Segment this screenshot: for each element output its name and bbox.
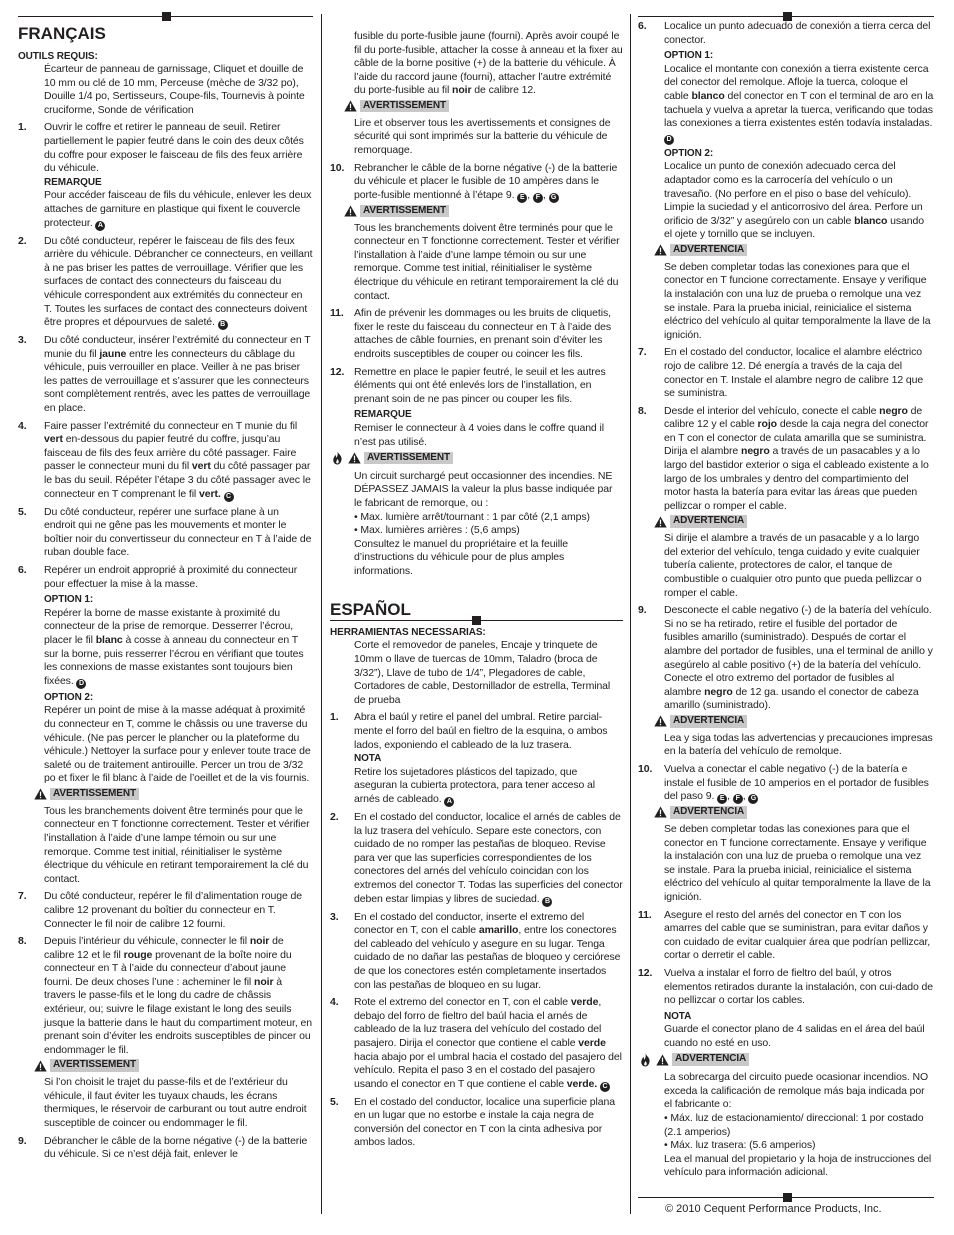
column-1	[18, 14, 313, 1162]
figure-badge-d: D	[664, 135, 674, 145]
step-2: 2. Du côté conducteur, repérer le faisceau de fils des feux arrière du véhicule. Débrancher ce connecteurs, en veillant à ne pas briser les pattes de verrouillage. Vérifier que les surfaces de contact des connecteurs du faisceau du véhicule correspondent aux extrémités du connecteur en T. Toutes les surfaces de contact des connecteurs doivent être propres et dépourvues de saleté. B	[18, 234, 313, 329]
warning-block: AVERTISSEMENT Tous les branchements doivent être terminés pour que le connecteur en T fonctionne correctement. Tester et vérifier l’installation à l’aide d’une lampe témoin ou sur une remorque. Comme test initial, réinitialiser le système électrique du véhicule en retirant temporairement la clé du contact.	[18, 788, 313, 886]
warning-label: AVERTISSEMENT	[364, 452, 453, 465]
warning-label: ADVERTENCIA	[670, 515, 747, 528]
warning-block: ADVERTENCIA Se deben completar todas las conexiones para que el conector en T funcione correctamente. Ensaye y verifique la instalación con una luz de prueba o remolque una vez se instale. Para la prueba inicial, reinicialice el sistema eléctrico del vehículo al quitar temporalmente la llave de la ignición.	[638, 806, 934, 904]
step-8: 8. Depuis l’intérieur du véhicule, connecter le fil noir de calibre 12 et le fil rouge provenant de la boîte noire du connecteur en T à l’aide du connecteur d’about jaune fourni. De deux choses l’une : acheminer le fil noir à travers le passe-fils et le long du cadre de châssis extérieur, ou; suivre le filage existant le long des seuils jusque la batterie dans le haut du compartiment moteur, en prenant soin d’éviter les endroits susceptibles de pincer ou endommager le fil.	[18, 935, 312, 1056]
note-heading: NOTA	[354, 753, 382, 765]
figure-badge-a: A	[444, 797, 454, 807]
step-7: 7. Du côté conducteur, repérer le fil d’alimentation rouge de calibre 12 provenant du boîtier du connecteur en T. Connecter le fil noir de calibre 12 fourni.	[18, 890, 303, 930]
step-11: 11. Afin de prévenir les dommages ou les bruits de cliquetis, fixer le reste du faisceau du connecteur en T à l’aide des attaches de câble fournies, en prenant soin d’éviter les endroits susceptibles de couper ou coincer les fils.	[330, 307, 612, 360]
paso-3: 3. En el costado del conductor, inserte el extremo del conector en T, con el cable amarillo, entre los conectores del cableado del vehículo y asegure en su lugar. Tenga cuidado de no dañar las pestañas de bloqueo y cerciórese de que los conectores estén completamente insertados con las pestañas de bloqueo en su lugar.	[330, 910, 621, 991]
paso-7: 7. En el costado del conductor, localice el alambre eléctrico rojo de calibre 12. Dé energía a través de la caja del conector en T. Instale el alambre negro de calibre 12 que se suministra.	[638, 346, 924, 400]
warning-label: AVERTISSEMENT	[50, 1059, 139, 1072]
paso-12: 12. Vuelva a instalar el forro de fieltro del baúl, y otros elementos retirados durante la instalación, con cui-dado de no pellizcar o cortar los cables. NOTA Guarde el conector plano de 4 salidas en el área del baúl cuando no esté en uso.	[638, 967, 934, 1049]
figure-badge-a: A	[95, 221, 105, 231]
option-2-heading: OPTION 2:	[664, 147, 714, 159]
figure-badge-f: F	[733, 794, 743, 804]
paso-1: 1. Abra el baúl y retire el panel del umbral. Retire parcial-mente el forro del baúl en fieltro de la esquina, o ambos lados, exponiendo el cableado de la luz trasera. NOTA Retire los sujetadores plásticos del tapizado, que aseguran la cubierta protectora, para tener acceso al arnés de cableado. A	[330, 711, 623, 807]
column-3	[638, 14, 934, 1180]
paso-8: 8. Desde el interior del vehículo, conecte el cable negro de calibre 12 y el cable rojo desde la caja negra del conector en T con el conector de culata amarilla que se suministra. Dirija el alambre negro a través de un pasacables y a lo largo del bastidor exterior o siga el cableado existente a lo largo de los umbrales y dentro del compartimiento del motor hasta la batería para evitar las áreas que pueden pellizcar o romper el cable.	[638, 404, 929, 512]
step-4: 4. Faire passer l’extrémité du connecteur en T munie du fil vert en-dessous du papier feutré du coffre, jusqu’au faisceau de fils des feux arrière du côté passager. Faire passer le connecteur muni du fil vert du côté passager par le bas du seuil. Répéter l’étape 3 du côté passager avec le connecteur en T comprenant le fil vert. C	[18, 419, 311, 500]
warning-triangle-icon	[656, 1054, 669, 1066]
warning-triangle-icon	[344, 100, 357, 112]
figure-badge-c: C	[600, 1082, 610, 1092]
tools-heading: HERRAMIENTAS NECESSARIAS:	[330, 627, 486, 639]
step-10: 10. Rebrancher le câble de la borne négative (-) de la batterie du véhicule et placer le fusible de 10 ampères dans le porte-fusible mentionné à l’étape 9. E , F , G	[330, 161, 618, 201]
fire-icon	[638, 1053, 653, 1067]
column-divider-1	[321, 14, 322, 1214]
section-title-fr: FRANÇAIS	[18, 24, 106, 43]
warning-label: AVERTISSEMENT	[360, 205, 449, 218]
paso-2: 2. En el costado del conductor, localice el arnés de cables de la luz trasera del vehículo. Separe este conectors, con cuidado de no romper las pestañas de bloqueo. Revise para ver que las superficies correspondientes de los conectores del arnés del vehículo coincidan con los extremos del conector T. Todas las superficies del conector deben estar limpias y libres de suciedad. B	[330, 811, 623, 905]
step-9-continued: fusible du porte-fusible jaune (fourni). Après avoir coupé le fil du porte-fusible, attacher la cosse à anneau et la fixer au câble de la borne positive (+) de la batterie du véhicule. À l’aide du raccord jaune (fourni), attacher l’autre extrémité du porte-fusible au fil noir de calibre 12.	[354, 30, 623, 97]
option-1-heading: OPTION 1:	[44, 594, 94, 606]
warning-triangle-icon	[654, 806, 667, 818]
column-divider-2	[630, 14, 631, 1214]
paso-10: 10. Vuelva a conectar el cable negativo (-) de la batería e instale el fusible de 10 amperios en el portador de fusibles del paso 9. E , F , G	[638, 763, 929, 803]
step-5: 5. Du côté conducteur, repérer une surface plane à un endroit qui ne gêne pas les mouvements et monter le boîtier noir du convertisseur du connecteur en T à l’aide de ruban double face.	[18, 505, 312, 559]
step-3: 3. Du côté conducteur, insérer l’extrémité du connecteur en T munie du fil jaune entre les connecteurs du câblage du véhicule, puis verrouiller en place. Veiller à ne pas briser les pattes de verrouillage et s’assurer que les connecteurs sont complètement rentrés, avec les pattes de verrouillage en place.	[18, 334, 311, 415]
warning-triangle-icon	[34, 1060, 47, 1072]
note-heading: REMARQUE	[44, 176, 102, 188]
warning-block: ADVERTENCIA Se deben completar todas las conexiones para que el conector en T funcione correctamente. Ensaye y verifique la instalación con una luz de prueba o remolque una vez se instale. Para la prueba inicial, reinicialice el sistema eléctrico del vehículo al quitar temporalmente la llave de la ignición.	[638, 244, 934, 342]
section-title-es: ESPAÑOL	[330, 600, 411, 620]
fire-warning-block: ADVERTENCIA La sobrecarga del circuito puede ocasionar incendios. NO exceda la calificación de remolque más baja indicada por el fabricante o: • Máx. luz de estacionamiento/ direccional: 1 por costado (2.1 amperios) • Máx. luz trasera: (5.6 amperios) Lea el manual del propietario y la hoja de instrucciones del vehículo para información adicional.	[638, 1053, 934, 1180]
note-heading: NOTA	[664, 1010, 692, 1022]
warning-triangle-icon	[348, 452, 361, 464]
warning-triangle-icon	[654, 516, 667, 528]
tools-list: Écarteur de panneau de garnissage, Cliquet et douille de 10 mm ou clé de 10 mm, Perceuse (mèche de 3/32 po), Douille 1/4 po, Sertisseurs, Coupe-fils, Tournevis à pointe cruciforme, Sonde de vérification	[44, 63, 305, 116]
warning-triangle-icon	[34, 788, 47, 800]
warning-block: AVERTISSEMENT Si l’on choisit le trajet du passe-fils et de l’extérieur du véhicule, il faut éviter les tuyaux chauds, les écrans thermiques, le réservoir de carburant ou tout autre endroit susceptible de coincer ou endommager le fil.	[18, 1059, 313, 1130]
figure-badge-b: B	[218, 320, 228, 330]
warning-label: ADVERTENCIA	[672, 1053, 749, 1066]
fire-warning-block: AVERTISSEMENT Un circuit surchargé peut occasionner des incendies. NE DÉPASSEZ JAMAIS la valeur la plus basse indiquée par le fabricant de remorque, ou : • Max. lumière arrêt/tournant : 1 par côté (2,1 amps) • Max. lumières arrières : (5,6 amps) Consultez le manuel du propriétaire et la feuille d’instructions du véhicule pour de plus amples informations.	[330, 451, 623, 578]
figure-badge-b: B	[542, 897, 552, 907]
figure-badge-c: C	[224, 492, 234, 502]
warning-block: ADVERTENCIA Lea y siga todas las advertencias y precauciones impresas en la batería del vehículo de remolque.	[638, 715, 934, 759]
warning-label: AVERTISSEMENT	[360, 100, 449, 113]
figure-badge-d: D	[76, 679, 86, 689]
bottom-rule	[638, 1197, 934, 1198]
paso-11: 11. Asegure el resto del arnés del conector en T con los amarres del cable que se suministran, para evitar daños y con cuidado de evitar cualquier área que podrían pellizcar, cortar o derretir el cable.	[638, 908, 931, 962]
warning-label: ADVERTENCIA	[670, 715, 747, 728]
paso-6: 6. Localice un punto adecuado de conexión a tierra cerca del conector. OPTION 1: Localice el montante con conexión a tierra existente cerca del conector del remolque. Afloje la tuerca, coloque el cable blanco del conector en T con el terminal de aro en la tachuela y vuelva a apretar la tuerca, verificando que todas las conexiones a tierra existentes estén todavía instaladas. D OPTION 2: Localice un punto de conexión adecuado cerca del adaptador como es la carrocería del vehículo o un travesaño. (No perfore en el piso o base del vehículo). Limpie la suciedad y el anticorrosivo del área. Perfore un orificio de 3/32” y asegúrelo con un cable blanco usando el ojete y tornillo que se incluyen.	[638, 20, 934, 241]
warning-block: AVERTISSEMENT Tous les branchements doivent être terminés pour que le connecteur en T fonctionne correctement. Tester et vérifier l’installation à l’aide d’une lampe témoin ou sur une remorque. Comme test initial, réinitialiser le système électrique du véhicule en retirant temporairement la clé du contact.	[330, 205, 623, 303]
figure-badge-e: E	[517, 193, 527, 203]
step-12: 12. Remettre en place le papier feutré, le seuil et les autres éléments qui ont été enlevés lors de l’installation, en prenant soin de ne pas pincer ou couper les fils. REMARQUE Remiser le connecteur à 4 voies dans le coffre quand il n’est pas utilisé.	[330, 366, 623, 450]
figure-badge-e: E	[717, 794, 727, 804]
note-heading: REMARQUE	[354, 409, 412, 421]
warning-triangle-icon	[654, 244, 667, 256]
step-6: 6. Repérer un endroit approprié à proximité du connecteur pour effectuer la mise à la masse. OPTION 1: Repérer la borne de masse existante à proximité du connecteur de la prise de remorque. Desserrer l’écrou, placer le fil blanc à cosse à anneau du connecteur en T sur la borne, puis resserrer l’écrou en vérifiant que toutes les connexions de masse existantes sont toujours bien fixées. D OPTION 2: Repérer un point de mise à la masse adéquat à proximité du connecteur en T, comme le châssis ou une traverse du véhicule. (Ne pas percer le plancher ou la plateforme du véhicule.) Nettoyer la surface pour y enlever toute trace de saleté ou de traitement antirouille. Percer un trou de 3/32 po et fixer le fil blanc à l’aide de l’oeillet et de la vis fournis.	[18, 564, 313, 786]
paso-4: 4. Rote el extremo del conector en T, con el cable verde, debajo del forro de fieltro del baúl hacia el arnés de cableado de la luz trasera del vehículo del costado del pasajero. Dirija el conector que contiene el cable verde hacia abajo por el umbral hacia el costado del pasajero del vehículo. Repita el paso 3 en el costado del pasajero usando el conector en T que contiene el cable verde. C	[330, 996, 622, 1090]
figure-badge-g: G	[549, 193, 559, 203]
option-2-heading: OPTION 2:	[44, 691, 94, 703]
fire-icon	[330, 451, 345, 465]
step-9: 9. Débrancher le câble de la borne négative (-) de la batterie du véhicule. Si ce n’est déjà fait, enlever le	[18, 1134, 308, 1161]
column-2	[330, 14, 623, 1150]
paso-5: 5. En el costado del conductor, localice una superficie plana en un lugar que no estorbe e instale la caja negra de conversión del conector en T con la cinta adhesiva por ambos lados.	[330, 1095, 615, 1149]
tools-list: Corte el removedor de paneles, Encaje y trinquete de 10mm o llave de tuercas de 10mm, Taladro (broca de 3/32”), Llave de tubo de 1/4”, Plegadores de cable, Cortadores de cable, Destornillador de estrella, Terminal de prueba	[354, 639, 611, 706]
figure-badge-f: F	[533, 193, 543, 203]
warning-block: AVERTISSEMENT Lire et observer tous les avertissements et consignes de sécurité qui sont imprimés sur la batterie du véhicule de remorquage.	[330, 100, 623, 158]
copyright-notice: © 2010 Cequent Performance Products, Inc.	[665, 1203, 882, 1215]
warning-triangle-icon	[654, 715, 667, 727]
option-1-heading: OPTION 1:	[664, 50, 714, 62]
warning-label: ADVERTENCIA	[670, 244, 747, 257]
paso-9: 9. Desconecte el cable negativo (-) de la batería del vehículo. Si no se ha retirado, retire el fusible del portador de fusibles amarillo (suministrado). Después de cortar el alambre del portador de fusibles, una el terminal de anillo y asegúrelo al cable positivo (+) de la batería del vehículo. Conecte el otro extremo del portador de fusibles al alambre negro de 12 ga. usando el conector de cabeza amarillo (suministrado).	[638, 604, 933, 712]
tools-heading: OUTILS REQUIS:	[18, 51, 98, 62]
step-1: 1. Ouvrir le coffre et retirer le panneau de seuil. Retirer partiellement le papier feutré dans le coin des deux côtés du coffre pour exposer le faisceau de fils des feux arrière du véhicule. REMARQUE Pour accéder faisceau de fils du véhicule, enlever les deux attaches de garniture en plastique qui fixent le couvercle protecteur. A	[18, 121, 312, 229]
warning-label: ADVERTENCIA	[670, 806, 747, 819]
figure-badge-g: G	[748, 794, 758, 804]
warning-block: ADVERTENCIA Si dirije el alambre a través de un pasacable y a lo largo del exterior del vehículo, tenga cuidado y evite cualquier tubería caliente, protectores de calor, el tanque de combustible o cualquier otro punto que pueda pellizcar o romper el cable.	[638, 515, 934, 600]
warning-triangle-icon	[344, 205, 357, 217]
warning-label: AVERTISSEMENT	[50, 788, 139, 801]
